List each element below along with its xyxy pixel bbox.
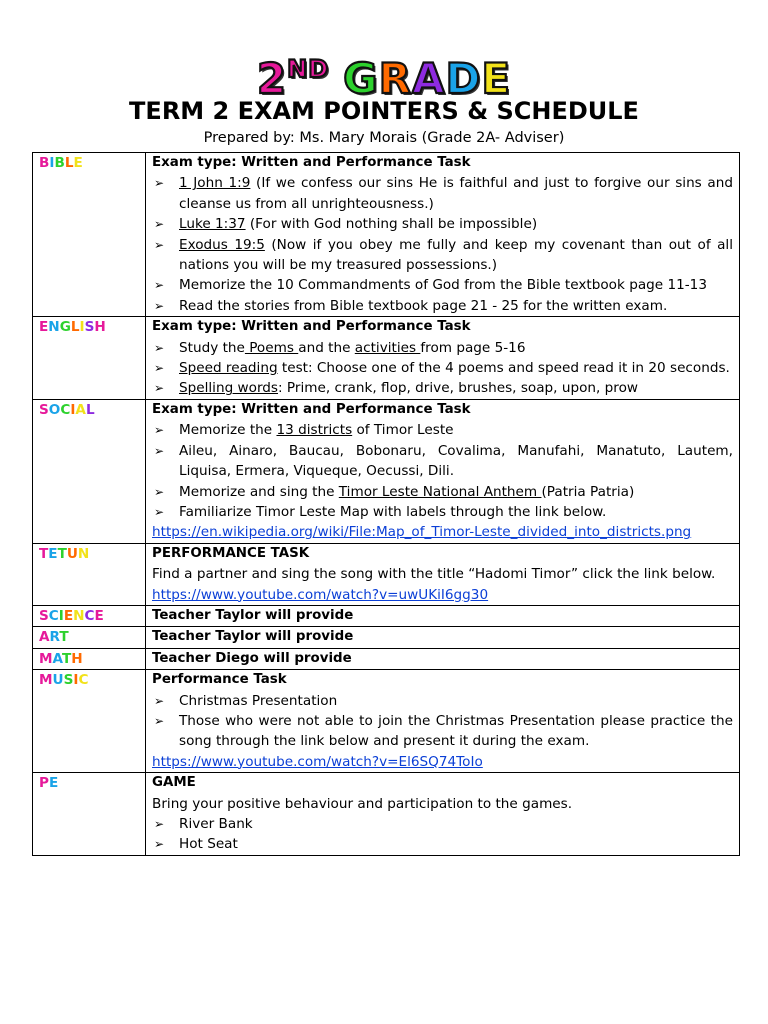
colored-letter: I (49, 155, 55, 171)
subject-label (33, 399, 146, 543)
pointer-list (152, 173, 733, 316)
colored-letter: H (94, 319, 106, 336)
exam-type: GAME (152, 775, 196, 791)
colored-letter: A (52, 650, 62, 667)
subject-label (33, 543, 146, 605)
task-description: Find a partner and sing the song with the title “Hadomi Timor” click the link below. (152, 566, 716, 583)
list-item: ➢ Speed reading test: Choose one of the 4 poems and speed read it in 20 seconds. (154, 360, 730, 377)
pointer-list (152, 338, 733, 399)
colored-letter: C (78, 672, 89, 689)
colored-letter: E (39, 319, 49, 336)
table-row-music (33, 670, 740, 773)
grade-banner (0, 44, 768, 104)
colored-letter: N (73, 607, 85, 624)
list-item: ➢ Spelling words: Prime, crank, flop, drive, brushes, soap, upon, prow (154, 380, 638, 397)
colored-letter: M (39, 650, 53, 667)
exam-type: Exam type: Written and Performance Task (152, 401, 471, 417)
colored-letter: R (49, 629, 60, 646)
colored-letter: B (54, 155, 65, 171)
subject-details (146, 543, 740, 605)
colored-letter: G (343, 54, 379, 103)
colored-letter: O (48, 401, 61, 418)
subject-label (33, 317, 146, 400)
colored-letter: E (48, 545, 58, 562)
list-item: ➢ Luke 1:37 (For with God nothing shall be impossible) (154, 216, 538, 233)
colored-letter: S (39, 401, 49, 418)
list-item: ➢ Exodus 19:5 (Now if you obey me fully and keep my covenant than out of all nations you will be my treasured possessions.) (154, 236, 733, 274)
banner-grade-number: 2 (256, 54, 288, 103)
colored-letter: I (79, 319, 85, 336)
list-item: ➢ Aileu, Ainaro, Baucau, Bobonaru, Covalima, Manufahi, Manatuto, Lautem, Liquisa, Ermera, Viqueque, Oecussi, Dili. (154, 442, 733, 480)
colored-letter: U (52, 672, 64, 689)
colored-letter: T (59, 629, 69, 646)
subject-details (146, 153, 740, 317)
subject-details (146, 773, 740, 856)
exam-type: Exam type: Written and Performance Task (152, 319, 471, 335)
list-item: ➢ Memorize the 13 districts of Timor Leste (154, 422, 454, 439)
colored-letter: B (39, 155, 50, 171)
document-title: TERM 2 EXAM POINTERS & SCHEDULE (129, 97, 639, 125)
table-row-bible (33, 153, 740, 317)
banner-grade-suffix: ND (287, 55, 330, 83)
list-item: ➢ River Bank (154, 816, 253, 832)
table-row-pe (33, 773, 740, 856)
pointer-list (152, 814, 733, 855)
colored-letter: E (94, 607, 104, 624)
colored-letter: S (63, 672, 74, 689)
exam-type: Performance Task (152, 672, 287, 688)
colored-letter: L (85, 401, 95, 418)
colored-letter: N (77, 545, 90, 562)
table-row-art (33, 627, 740, 648)
pointer-list (152, 420, 733, 522)
colored-letter: L (64, 155, 74, 171)
colored-letter: R (378, 54, 412, 103)
subject-label (33, 627, 146, 648)
colored-letter: I (58, 607, 64, 624)
colored-letter: I (73, 672, 79, 689)
subject-details (146, 317, 740, 400)
table-row-math (33, 648, 740, 669)
list-item: ➢ Memorize and sing the Timor Leste National Anthem (Patria Patria) (154, 483, 635, 500)
colored-letter: S (84, 319, 95, 336)
list-item: ➢ Those who were not able to join the Christmas Presentation please practice the song through the link below and present it during the exam. (154, 712, 733, 750)
colored-letter: L (70, 319, 80, 336)
colored-letter: M (39, 672, 53, 689)
song-link[interactable]: https://www.youtube.com/watch?v=uwUKiI6gg30 (152, 586, 489, 603)
teacher-note: Teacher Taylor will provide (152, 629, 354, 645)
list-item: ➢ Christmas Presentation (154, 692, 338, 709)
song-link[interactable]: https://www.youtube.com/watch?v=El6SQ74ToIo (152, 753, 483, 770)
list-item: ➢ Study the Poems and the activities from page 5-16 (154, 339, 526, 356)
colored-letter: I (70, 401, 76, 418)
list-item: ➢ Memorize the 10 Commandments of God from the Bible textbook page 11-13 (154, 277, 707, 294)
task-description: Bring your positive behaviour and participation to the games. (152, 795, 573, 812)
exam-type: Exam type: Written and Performance Task (152, 155, 471, 170)
list-item: ➢ 1 John 1:9 (If we confess our sins He is faithful and just to forgive our sins and cleanse us from all unrighteousness.) (154, 175, 733, 212)
subject-label (33, 153, 146, 317)
colored-letter: E (63, 607, 74, 624)
table-row-english (33, 317, 740, 400)
colored-letter: T (62, 650, 72, 667)
exam-type: PERFORMANCE TASK (152, 545, 310, 561)
colored-letter: D (445, 54, 482, 103)
table-row-social (33, 399, 740, 543)
map-link[interactable]: https://en.wikipedia.org/wiki/File:Map_of_Timor-Leste_divided_into_districts.png (152, 524, 692, 541)
exam-schedule-table (32, 152, 740, 856)
teacher-note: Teacher Diego will provide (152, 650, 352, 666)
table-row-science (33, 605, 740, 626)
colored-letter: P (39, 775, 49, 792)
subject-details (146, 648, 740, 669)
teacher-note: Teacher Taylor will provide (152, 607, 354, 623)
colored-letter: U (66, 545, 78, 562)
colored-letter: S (39, 607, 49, 624)
colored-letter: E (73, 155, 83, 171)
list-item: ➢ Read the stories from Bible textbook page 21 - 25 for the written exam. (154, 297, 668, 314)
colored-letter: A (411, 54, 446, 103)
subject-label (33, 773, 146, 856)
colored-letter: C (60, 401, 71, 418)
colored-letter: A (39, 629, 50, 646)
list-item: ➢ Hot Seat (154, 836, 238, 853)
colored-letter: A (75, 401, 86, 418)
subject-details (146, 399, 740, 543)
pointer-list (152, 691, 733, 752)
colored-letter: H (71, 650, 83, 667)
subject-label (33, 670, 146, 773)
table-row-tetun (33, 543, 740, 605)
colored-letter: T (57, 545, 67, 562)
subject-details (146, 670, 740, 773)
subject-details (146, 627, 740, 648)
prepared-by: Prepared by: Ms. Mary Morais (Grade 2A- Adviser) (203, 130, 565, 146)
colored-letter: G (59, 319, 71, 336)
colored-letter: C (84, 607, 95, 624)
colored-letter: N (48, 319, 60, 336)
subject-label (33, 605, 146, 626)
colored-letter: C (48, 607, 59, 624)
subject-label (33, 648, 146, 669)
subject-details (146, 605, 740, 626)
colored-letter: T (39, 545, 49, 562)
colored-letter: E (48, 775, 59, 792)
colored-letter: E (481, 54, 512, 103)
list-item: ➢ Familiarize Timor Leste Map with labels through the link below. (154, 503, 607, 520)
